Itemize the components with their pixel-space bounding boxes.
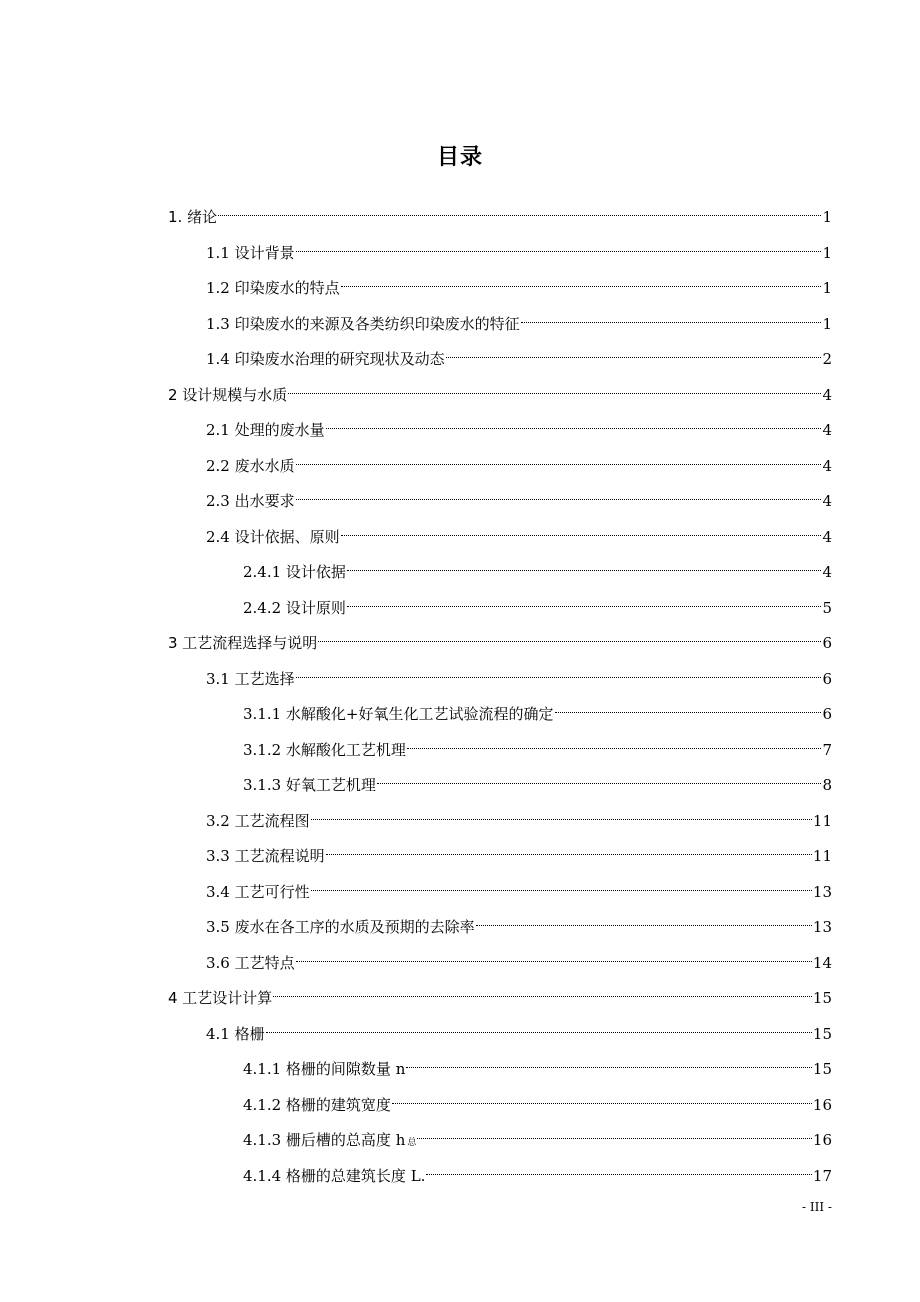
toc-entry[interactable] bbox=[206, 305, 832, 333]
toc-entry[interactable] bbox=[243, 553, 832, 581]
toc-entry-label[interactable]: 4 工艺设计计算 bbox=[168, 989, 273, 1007]
toc-dot-leader bbox=[326, 411, 822, 435]
toc-entry-label[interactable]: 3.1.3 好氧工艺机理 bbox=[243, 776, 376, 794]
toc-entry[interactable] bbox=[206, 908, 832, 936]
toc-dot-leader bbox=[341, 269, 822, 293]
toc-entry[interactable] bbox=[243, 1157, 832, 1185]
toc-page-number[interactable]: 17 bbox=[812, 1167, 832, 1185]
toc-page-number[interactable]: 11 bbox=[812, 812, 832, 830]
toc-entry-label[interactable]: 1.3 印染废水的来源及各类纺织印染废水的特征 bbox=[206, 315, 520, 333]
toc-dot-leader bbox=[311, 802, 812, 826]
toc-page-number[interactable]: 4 bbox=[822, 386, 832, 404]
toc-dot-leader bbox=[347, 589, 822, 613]
toc-page-number[interactable]: 16 bbox=[812, 1131, 832, 1149]
toc-dot-leader bbox=[326, 837, 812, 861]
toc-page-number[interactable]: 6 bbox=[822, 705, 832, 723]
toc-dot-leader bbox=[296, 447, 822, 471]
toc-page-number[interactable]: 13 bbox=[812, 918, 832, 936]
toc-dot-leader bbox=[407, 731, 822, 755]
toc-entry-label[interactable]: 1.4 印染废水治理的研究现状及动态 bbox=[206, 350, 445, 368]
toc-entry-label[interactable]: 4.1.2 格栅的建筑宽度 bbox=[243, 1096, 391, 1114]
toc-page-number[interactable]: 8 bbox=[822, 776, 832, 794]
toc-entry-label[interactable]: 4.1.1 格栅的间隙数量 n bbox=[243, 1060, 406, 1078]
page-number-footer: - III - bbox=[802, 1200, 832, 1214]
toc-dot-leader bbox=[266, 1015, 812, 1039]
toc-dot-leader bbox=[347, 553, 822, 577]
toc-entry-label[interactable]: 2.4.1 设计依据 bbox=[243, 563, 346, 581]
toc-entry[interactable] bbox=[168, 979, 832, 1007]
toc-entry[interactable] bbox=[243, 695, 832, 723]
toc-page-number[interactable]: 15 bbox=[812, 1060, 832, 1078]
toc-entry-label[interactable]: 4.1.3 栅后槽的总高度 h bbox=[243, 1131, 406, 1149]
toc-entry-label[interactable]: 1.1 设计背景 bbox=[206, 244, 295, 262]
toc-dot-leader bbox=[341, 518, 822, 542]
toc-entry[interactable] bbox=[243, 1086, 832, 1114]
toc-entry[interactable] bbox=[206, 518, 832, 546]
toc-entry-label[interactable]: 3.1 工艺选择 bbox=[206, 670, 295, 688]
toc-entry-label[interactable]: 2.1 处理的废水量 bbox=[206, 421, 325, 439]
toc-entry[interactable] bbox=[243, 589, 832, 617]
toc-entry-label[interactable]: 3 工艺流程选择与说明 bbox=[168, 634, 318, 652]
toc-entry[interactable] bbox=[206, 837, 832, 865]
toc-entry[interactable] bbox=[243, 731, 832, 759]
toc-page-number[interactable]: 15 bbox=[812, 1025, 832, 1043]
toc-entry-label[interactable]: 1.2 印染废水的特点 bbox=[206, 279, 340, 297]
toc-dot-leader bbox=[426, 1157, 811, 1181]
toc-entry-label[interactable]: 3.6 工艺特点 bbox=[206, 954, 295, 972]
toc-page-number[interactable]: 2 bbox=[822, 350, 832, 368]
toc-entry[interactable] bbox=[168, 198, 832, 226]
toc-dot-leader bbox=[288, 376, 821, 400]
toc-entry[interactable] bbox=[206, 660, 832, 688]
toc-entry-label[interactable]: 1. 绪论 bbox=[168, 208, 218, 226]
toc-dot-leader bbox=[417, 1121, 812, 1145]
toc-entry-label[interactable]: 2.4.2 设计原则 bbox=[243, 599, 346, 617]
toc-entry-label[interactable]: 2.3 出水要求 bbox=[206, 492, 295, 510]
toc-entry[interactable] bbox=[206, 944, 832, 972]
toc-entry-label[interactable]: 4.1 格栅 bbox=[206, 1025, 265, 1043]
toc-page-number[interactable]: 1 bbox=[822, 315, 832, 333]
toc-dot-leader bbox=[311, 873, 812, 897]
toc-entry[interactable] bbox=[243, 1121, 832, 1149]
toc-dot-leader bbox=[476, 908, 812, 932]
toc-dot-leader bbox=[521, 305, 822, 329]
toc-page-number[interactable]: 16 bbox=[812, 1096, 832, 1114]
toc-page-number[interactable]: 14 bbox=[812, 954, 832, 972]
toc-page-number[interactable]: 6 bbox=[822, 634, 832, 652]
toc-entry[interactable] bbox=[243, 766, 832, 794]
toc-entry[interactable] bbox=[206, 340, 832, 368]
toc-entry-label[interactable]: 3.1.2 水解酸化工艺机理 bbox=[243, 741, 406, 759]
toc-entry[interactable] bbox=[168, 624, 832, 652]
toc-dot-leader bbox=[446, 340, 822, 364]
toc-entry-label[interactable]: 2.2 废水水质 bbox=[206, 457, 295, 475]
toc-entry-label[interactable]: 2.4 设计依据、原则 bbox=[206, 528, 340, 546]
toc-entry-label[interactable]: 3.5 废水在各工序的水质及预期的去除率 bbox=[206, 918, 475, 936]
toc-page-number[interactable]: 4 bbox=[822, 421, 832, 439]
toc-dot-leader bbox=[406, 1050, 812, 1074]
toc-dot-leader bbox=[318, 624, 821, 648]
toc-dot-leader bbox=[377, 766, 822, 790]
toc-dot-leader bbox=[218, 198, 821, 222]
toc-entry-label[interactable]: 3.4 工艺可行性 bbox=[206, 883, 310, 901]
toc-entry[interactable] bbox=[206, 269, 832, 297]
toc-page-number[interactable]: 4 bbox=[822, 528, 832, 546]
toc-entry-label[interactable]: 3.2 工艺流程图 bbox=[206, 812, 310, 830]
toc-page-number[interactable]: 15 bbox=[812, 989, 832, 1007]
toc-page-number[interactable]: 5 bbox=[822, 599, 832, 617]
toc-entry-label[interactable]: 2 设计规模与水质 bbox=[168, 386, 288, 404]
toc-page-number[interactable]: 11 bbox=[812, 847, 832, 865]
toc-dot-leader bbox=[273, 979, 812, 1003]
toc-entry-label[interactable]: 3.3 工艺流程说明 bbox=[206, 847, 325, 865]
toc-entry[interactable] bbox=[206, 234, 832, 262]
toc-entry-label[interactable]: 4.1.4 格栅的总建筑长度 L. bbox=[243, 1167, 426, 1185]
toc-entry[interactable] bbox=[168, 376, 832, 404]
toc-page-number[interactable]: 4 bbox=[822, 457, 832, 475]
toc-page-number[interactable]: 4 bbox=[822, 492, 832, 510]
toc-entry-subscript: 总 bbox=[407, 1138, 417, 1148]
toc-entry[interactable] bbox=[243, 1050, 832, 1078]
toc-dot-leader bbox=[296, 660, 822, 684]
toc-page-number[interactable]: 7 bbox=[822, 741, 832, 759]
toc-entry[interactable] bbox=[206, 1015, 832, 1043]
toc-dot-leader bbox=[296, 944, 812, 968]
toc-page-number[interactable]: 1 bbox=[822, 208, 832, 226]
toc-page-number[interactable]: 1 bbox=[822, 279, 832, 297]
toc-entry[interactable] bbox=[206, 802, 832, 830]
toc-dot-leader bbox=[392, 1086, 812, 1110]
toc-entry[interactable] bbox=[206, 447, 832, 475]
toc-page-number[interactable]: 4 bbox=[822, 563, 832, 581]
toc-entry[interactable] bbox=[206, 873, 832, 901]
toc-entry[interactable] bbox=[206, 482, 832, 510]
toc-dot-leader bbox=[296, 482, 822, 506]
toc-dot-leader bbox=[296, 234, 822, 258]
toc-page-number[interactable]: 1 bbox=[822, 244, 832, 262]
toc-entry-label[interactable]: 3.1.1 水解酸化+好氧生化工艺试验流程的确定 bbox=[243, 705, 554, 723]
toc-entry[interactable] bbox=[206, 411, 832, 439]
toc-page-number[interactable]: 6 bbox=[822, 670, 832, 688]
toc-title: 目录 bbox=[436, 145, 483, 170]
toc-page-number[interactable]: 13 bbox=[812, 883, 832, 901]
toc-dot-leader bbox=[555, 695, 822, 719]
